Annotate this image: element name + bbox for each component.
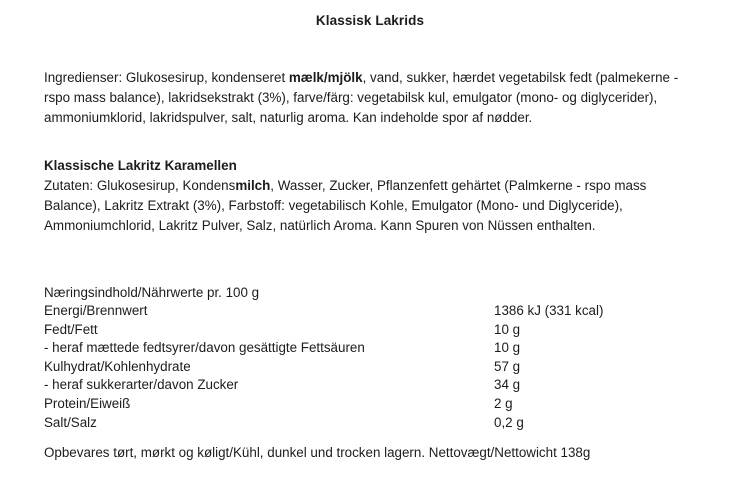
storage-and-weight-line: Opbevares tørt, mørkt og køligt/Kühl, dunkel und trocken lagern. Nettovægt/Nettowicht 138g — [44, 445, 591, 460]
table-row — [44, 321, 692, 340]
table-row — [44, 302, 692, 321]
nutrient-value: 34 g — [494, 377, 521, 393]
table-row — [44, 376, 692, 395]
nutrition-table-body — [44, 302, 692, 432]
nutrient-value: 57 g — [494, 358, 521, 374]
nutrient-value: 2 g — [494, 395, 513, 411]
page-title: Klassisk Lakrids — [315, 13, 425, 28]
nutrient-label: - heraf sukkerarter/davon Zucker — [44, 377, 239, 393]
danish-ingredients-paragraph — [44, 68, 692, 128]
nutrient-label: Salt/Salz — [44, 414, 97, 430]
nutrient-value: 1386 kJ (331 kcal) — [494, 303, 604, 318]
danish-ingredients-text-before-allergen: Ingredienser: Glukosesirup, kondenseret — [44, 70, 289, 85]
nutrient-label: Kulhydrat/Kohlenhydrate — [44, 358, 191, 374]
nutrient-label: Energi/Brennwert — [44, 303, 148, 318]
nutrient-value: 0,2 g — [494, 414, 524, 430]
danish-allergen-milk: mælk/mjölk — [288, 70, 363, 85]
nutrient-label: - heraf mættede fedtsyrer/davon gesättigte Fettsäuren — [44, 340, 365, 356]
german-allergen-milk: milch — [235, 178, 271, 193]
table-row — [44, 395, 692, 414]
german-ingredients-block — [44, 176, 692, 236]
nutrient-label: Fedt/Fett — [44, 321, 98, 337]
german-ingredients-text-after-allergen: , Wasser, Zucker, Pflanzenfett gehärtet (Palmkerne - rspo mass Balance), Lakritz Extrakt (3%), Farbstoff: vegetabilisch Kohle, Emulgator (Mono- und Diglyceride), Ammoniumchlorid, Lakritz Pulver, Salz, natürlich Aroma. Kann Spuren von Nüssen enthalten. — [44, 178, 647, 233]
danish-ingredients-text-after-allergen: , vand, sukker, hærdet vegetabilsk fedt (palmekerne - rspo mass balance), lakridsekstrakt (3%), farve/färg: vegetabilsk kul, emulgator (mono- og diglycerider), ammoniumklorid, lakridspulver, salt, naturlig aroma. Kan indeholde spor af nødder. — [44, 70, 679, 125]
danish-ingredients-block — [44, 68, 692, 128]
german-ingredients-text-before-allergen: Zutaten: Glukosesirup, Kondens — [44, 178, 236, 193]
table-row — [44, 339, 692, 358]
german-product-heading: Klassische Lakritz Karamellen — [44, 158, 237, 173]
nutrition-section — [44, 283, 692, 432]
nutrition-table — [44, 302, 692, 432]
nutrient-value: 10 g — [494, 340, 521, 356]
table-row — [44, 358, 692, 377]
table-row — [44, 414, 692, 433]
nutrient-value: 10 g — [494, 321, 521, 337]
german-ingredients-paragraph — [44, 176, 692, 236]
nutrient-label: Protein/Eiweiß — [44, 395, 131, 411]
nutrition-heading: Næringsindhold/Nährwerte pr. 100 g — [44, 285, 260, 300]
